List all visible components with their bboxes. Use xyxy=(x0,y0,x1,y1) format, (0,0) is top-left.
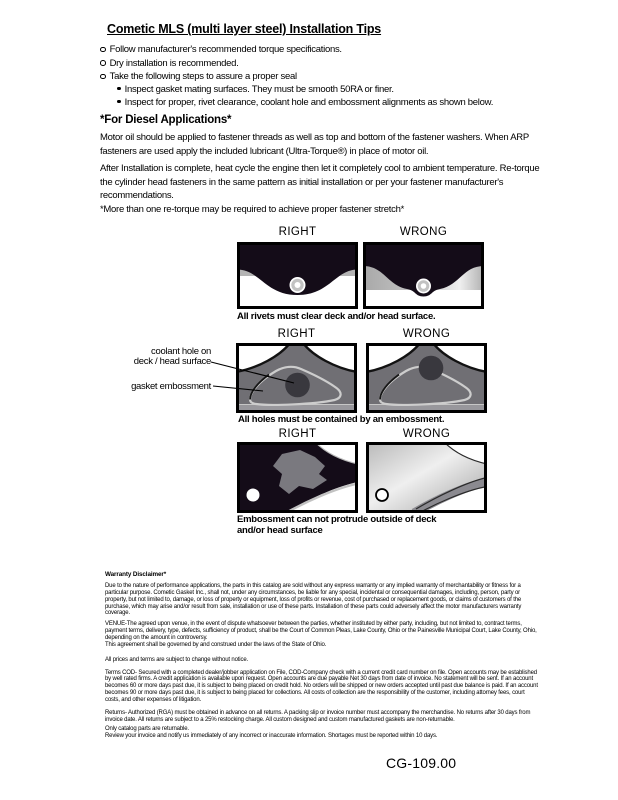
disclaimer-heading: Warranty Disclaimer* xyxy=(105,571,167,578)
list-item xyxy=(100,43,342,57)
returnable-line1: Only catalog parts are returnable. xyxy=(105,726,189,732)
fig3-right-label: RIGHT xyxy=(278,428,317,440)
venue-text: VENUE-The agreed upon venue, in the event of dispute whatsoever between the parties, whether instituted by either party, including, but not limited to, contract terms, payment terms, delivery, type, defects, sufficiency of product, shall be the Court of Common Pleas, Lake County, Ohio or the Painesville Municipal Court, Lake County, Ohio, depending on the amount in controversy. xyxy=(105,621,537,641)
page-title: Cometic MLS (multi layer steel) Installation Tips xyxy=(107,22,382,36)
bullet-text: Inspect gasket mating surfaces. They must be smooth 50RA or finer. xyxy=(124,84,394,95)
diesel-heading: *For Diesel Applications* xyxy=(100,114,232,126)
embossment-right-graphic xyxy=(237,442,358,513)
diesel-note: *More than one re-torque may be required to achieve proper fastener stretch* xyxy=(100,204,405,215)
fig1-caption: All rivets must clear deck and/or head surface. xyxy=(237,311,436,322)
bullet-text: Take the following steps to assure a proper seal xyxy=(109,71,297,82)
fig2-wrong-panel xyxy=(366,343,487,413)
dot-bullet-icon xyxy=(117,87,121,91)
hole-contained-wrong-graphic xyxy=(366,343,487,413)
fig2-caption: All holes must be contained by an embossment. xyxy=(238,414,445,425)
rivet-clear-right-graphic xyxy=(237,242,358,309)
fig3-wrong-panel xyxy=(366,442,487,513)
circle-bullet-icon xyxy=(100,74,106,80)
coolant-hole-label-line1: coolant hole on xyxy=(151,346,211,357)
rivet-clear-wrong-graphic xyxy=(363,242,484,309)
disclaimer-paragraph: Due to the nature of performance applications, the parts in this catalog are sold without any express warranty or any implied warranty of merchantability or fitness for a particular purpose. Cometic Gasket Inc., shall not, under any circumstances, be liable for any special, incidental or consequential damages, including, person, party or property, but not limited to, damage, or loss of property or equipment, loss of profits or revenue, cost of purchased or replacement goods, or claims of customers of the purchase, which may arise and/or result from sale, installation or use of these parts. Installation of these parts could adversely affect the motor manufacturers warranty coverage. xyxy=(105,583,522,617)
diesel-paragraph-1: Motor oil should be applied to fastener threads as well as top and bottom of the fastener washers. When ARP fasteners are used apply the included lubricant (Ultra-Torque®) in place of motor oil. xyxy=(100,132,529,157)
disclaimer-prices-line: All prices and terms are subject to change without notice. xyxy=(105,657,249,663)
gasket-embossment-label: gasket embossment xyxy=(131,381,211,392)
disclaimer-terms-paragraph: Terms COD- Secured with a completed dealer/jobber application on File, COD-Company check with a current credit card number on file. Open accounts may be established by well rated firms. A credit application is available upon request. Open accounts are due payable Net 30 days from date of invoice. No statement will be sent. If an account becomes 60 or more days past due, it is subject to being placed on credit hold. No orders will be shipped or new orders accepted until past due balance is paid. If an account becomes 90 or more days past due, it is subject to being placed for collections. All costs of collection are the responsibility of the customer, including attorney fees, court costs, and other expenses of litigation. xyxy=(105,669,538,703)
circle-bullet-icon xyxy=(100,47,106,53)
fig3-caption-line1: Embossment can not protrude outside of deck xyxy=(237,514,437,525)
circle-bullet-icon xyxy=(100,60,106,66)
fig3-caption-line2: and/or head surface xyxy=(237,525,323,536)
list-item xyxy=(100,70,297,84)
embossment-wrong-graphic xyxy=(366,442,487,513)
fig1-right-panel xyxy=(237,242,358,309)
coolant-hole-label-line2: deck / head surface xyxy=(133,356,211,367)
page-code: CG-109.00 xyxy=(386,755,457,771)
diesel-paragraph-2: After Installation is complete, heat cycle the engine then let it completely cool to ambient temperature. Re-torque the cylinder head fasteners in the same pattern as initial installation or per your fastener manufacturer's recommendations. xyxy=(100,163,540,202)
fig1-right-label: RIGHT xyxy=(278,226,317,238)
hole-contained-right-graphic xyxy=(236,343,357,413)
list-item xyxy=(117,83,394,97)
fig3-wrong-label: WRONG xyxy=(402,428,451,440)
fig2-right-panel xyxy=(236,343,357,413)
venue-governing-law: This agreement shall be governed by and construed under the laws of the State of Ohio. xyxy=(105,641,327,648)
disclaimer-returnable-paragraph xyxy=(105,726,539,740)
list-item xyxy=(117,96,493,110)
list-item xyxy=(100,57,238,71)
fig1-wrong-label: WRONG xyxy=(399,226,448,238)
fig1-wrong-panel xyxy=(363,242,484,309)
fig2-wrong-label: WRONG xyxy=(402,328,451,340)
returnable-line2: Review your invoice and notify us immediately of any incorrect or inaccurate information. Shortages must be reported within 10 days. xyxy=(105,732,438,739)
bullet-text: Dry installation is recommended. xyxy=(109,57,239,69)
disclaimer-returns-paragraph: Returns- Authorized (RGA) must be obtained in advance on all returns. A packing slip or invoice number must accompany the merchandise. No returns after 30 days from invoice date. All returns are subject to a 25% restocking charge. All custom designed and custom manufactured gaskets are non-returnable. xyxy=(105,710,531,723)
fig3-right-panel xyxy=(237,442,358,513)
bullet-text: Follow manufacturer's recommended torque specifications. xyxy=(109,44,342,55)
dot-bullet-icon xyxy=(117,100,121,104)
fig2-right-label: RIGHT xyxy=(277,328,316,340)
disclaimer-venue-paragraph xyxy=(105,621,539,648)
bullet-text: Inspect for proper, rivet clearance, coolant hole and embossment alignments as shown below. xyxy=(124,97,494,108)
